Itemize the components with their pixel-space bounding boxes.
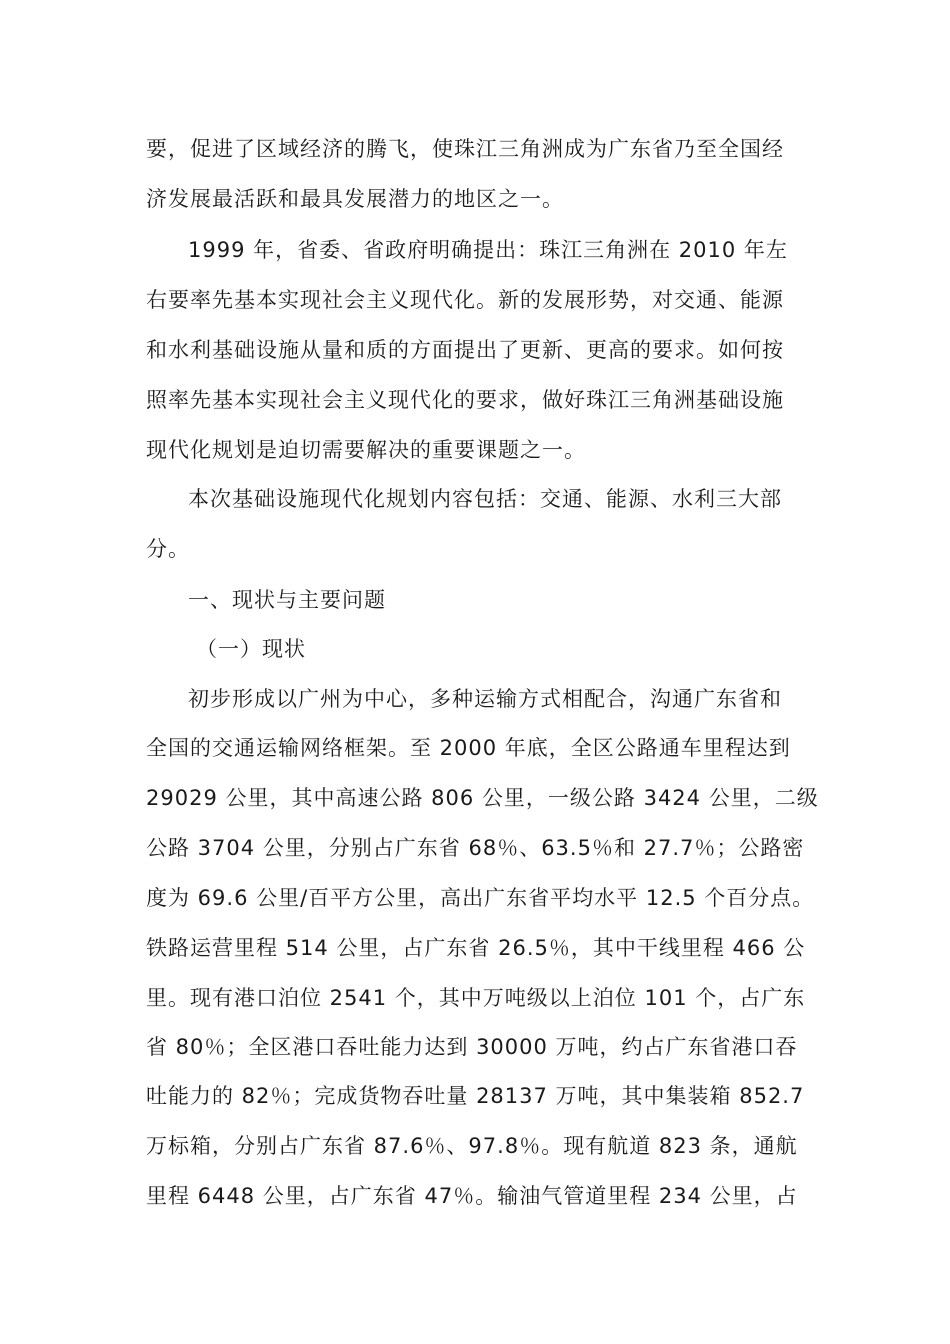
- paragraph-line: 里。现有港口泊位 2541 个，其中万吨级以上泊位 101 个，占广东: [146, 986, 806, 1010]
- section-heading: 一、现状与主要问题: [188, 588, 386, 612]
- paragraph-line: 里程 6448 公里，占广东省 47％。输油气管道里程 234 公里，占: [146, 1184, 798, 1208]
- paragraph-line: 1999 年，省委、省政府明确提出：珠江三角洲在 2010 年左: [188, 238, 788, 262]
- paragraph-line: 省 80％；全区港口吞吐能力达到 30000 万吨，约占广东省港口吞: [146, 1035, 798, 1059]
- paragraph-line: 度为 69.6 公里/百平方公里，高出广东省平均水平 12.5 个百分点。: [146, 886, 815, 910]
- paragraph-line: 和水利基础设施从量和质的方面提出了更新、更高的要求。如何按: [146, 338, 784, 362]
- paragraph-line: 万标箱，分别占广东省 87.6％、97.8％。现有航道 823 条，通航: [146, 1134, 798, 1158]
- paragraph-line: 照率先基本实现社会主义现代化的要求，做好珠江三角洲基础设施: [146, 388, 784, 412]
- paragraph-line: 吐能力的 82％；完成货物吞吐量 28137 万吨，其中集装箱 852.7: [146, 1084, 805, 1108]
- paragraph-line: 铁路运营里程 514 公里，占广东省 26.5％，其中干线里程 466 公: [146, 936, 806, 960]
- paragraph-line: 初步形成以广州为中心，多种运输方式相配合，沟通广东省和: [188, 687, 782, 711]
- paragraph-line: 公路 3704 公里，分别占广东省 68％、63.5％和 27.7％；公路密: [146, 836, 805, 860]
- subsection-heading: （一）现状: [196, 637, 306, 661]
- paragraph-line: 29029 公里，其中高速公路 806 公里，一级公路 3424 公里，二级: [146, 786, 819, 810]
- paragraph-line: 右要率先基本实现社会主义现代化。新的发展形势，对交通、能源: [146, 288, 784, 312]
- paragraph-line: 现代化规划是迫切需要解决的重要课题之一。: [146, 438, 586, 462]
- paragraph-line: 要，促进了区域经济的腾飞，使珠江三角洲成为广东省乃至全国经: [146, 137, 784, 161]
- paragraph-line: 济发展最活跃和最具发展潜力的地区之一。: [146, 187, 564, 211]
- paragraph-line: 全国的交通运输网络框架。至 2000 年底，全区公路通车里程达到: [146, 736, 791, 760]
- paragraph-line: 本次基础设施现代化规划内容包括：交通、能源、水利三大部: [188, 487, 782, 511]
- paragraph-line: 分。: [146, 537, 190, 561]
